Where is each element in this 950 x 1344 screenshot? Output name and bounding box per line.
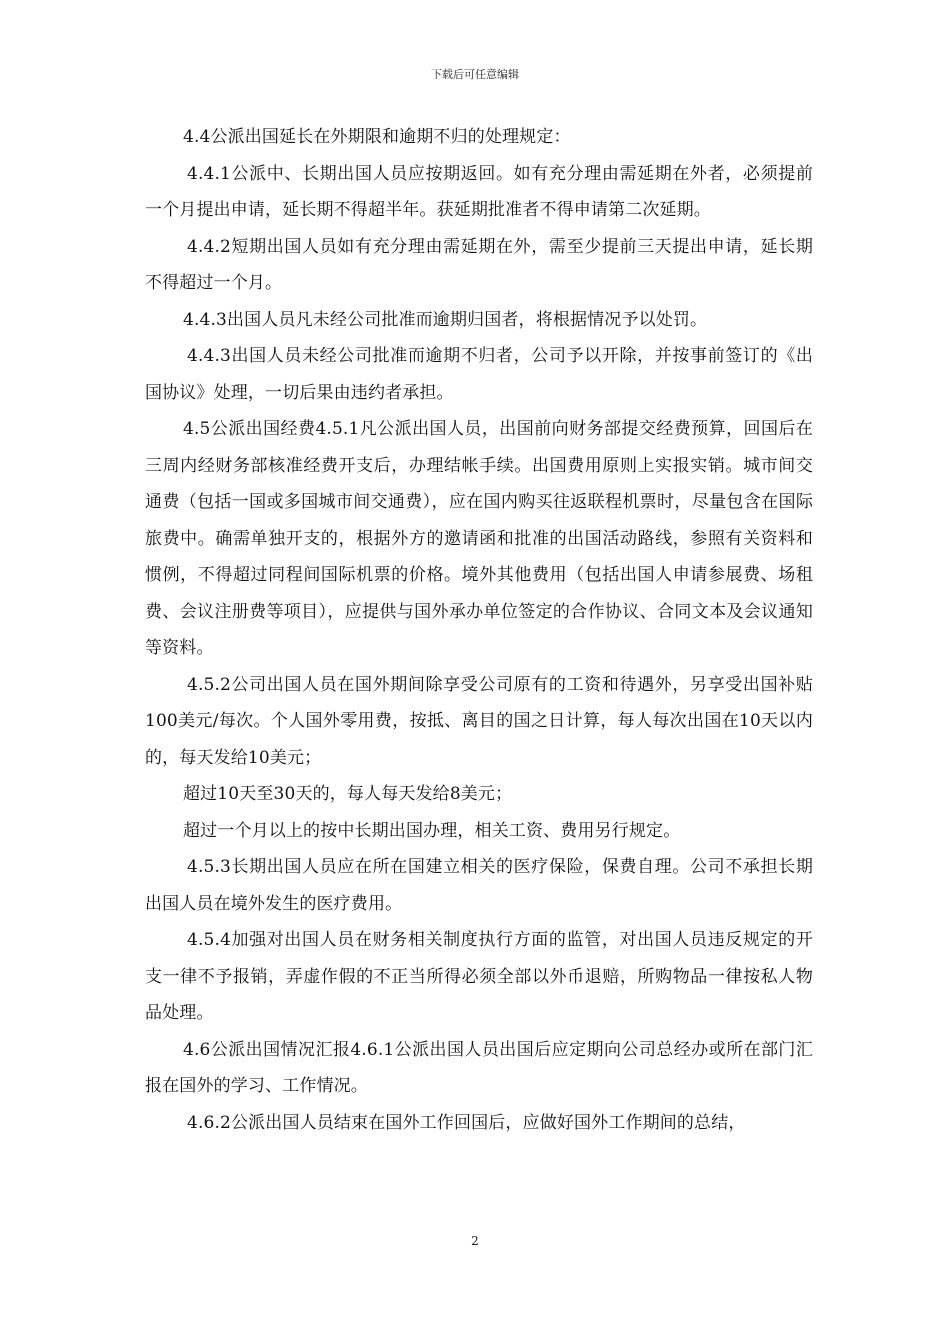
paragraph-4-5-2: 4.5.2公司出国人员在国外期间除享受公司原有的工资和待遇外，另享受出国补贴100美元/每次。个人国外零用费，按抵、离目的国之日计算，每人每次出国在10天以内的，每天发给10美元； [145,674,813,768]
paragraph-4-4-2: 4.4.2短期出国人员如有充分理由需延期在外，需至少提前三天提出申请，延长期不得超过一个月。 [145,236,813,293]
paragraph-4-5-4: 4.5.4加强对出国人员在财务相关制度执行方面的监管，对出国人员违反规定的开支一律不予报销，弄虚作假的不正当所得必须全部以外币退赔，所购物品一律按私人物品处理。 [145,930,813,1023]
paragraph-allowance-10-30: 超过10天至30天的，每人每天发给8美元； [183,784,513,804]
paragraph-4-4-3-b: 4.4.3出国人员未经公司批准而逾期不归者，公司予以开除，并按事前签订的《出国协议》处理，一切后果由违约者承担。 [145,346,813,403]
paragraph-4-5: 4.5公派出国经费4.5.1凡公派出国人员，出国前向财务部提交经费预算，回国后在三周内经财务部核准经费开支后，办理结帐手续。出国费用原则上实报实销。城市间交通费（包括一国或多国城市间交通费），应在国内购买往返联程机票时，尽量包含在国际旅费中。确需单独开支的，根据外方的邀请函和批准的出国活动路线，参照有关资料和惯例，不得超过同程间国际机票的价格。境外其他费用（包括出国人申请参展费、场租费、会议注册费等项目），应提供与国外承办单位签定的合作协议、合同文本及会议通知等资料。 [145,419,813,658]
page-header: 下载后可任意编辑 [431,68,519,81]
paragraph-4-5-3: 4.5.3长期出国人员应在所在国建立相关的医疗保险，保费自理。公司不承担长期出国人员在境外发生的医疗费用。 [145,857,813,914]
paragraph-4-4-3-a: 4.4.3出国人员凡未经公司批准而逾期归国者，将根据情况予以处罚。 [183,309,708,330]
page-number: 2 [471,1234,479,1248]
document-body [145,119,813,1141]
paragraph-4-6: 4.6公派出国情况汇报4.6.1公派出国人员出国后应定期向公司总经办或所在部门汇报在国外的学习、工作情况。 [145,1039,813,1096]
paragraph-4-4: 4.4公派出国延长在外期限和逾期不归的处理规定： [183,127,571,147]
paragraph-4-4-1: 4.4.1公派中、长期出国人员应按期返回。如有充分理由需延期在外者，必须提前一个月提出申请，延长期不得超半年。获延期批准者不得申请第二次延期。 [145,163,813,220]
paragraph-allowance-over-month: 超过一个月以上的按中长期出国办理，相关工资、费用另行规定。 [183,820,681,841]
paragraph-4-6-2: 4.6.2公派出国人员结束在国外工作回国后，应做好国外工作期间的总结， [187,1112,746,1133]
